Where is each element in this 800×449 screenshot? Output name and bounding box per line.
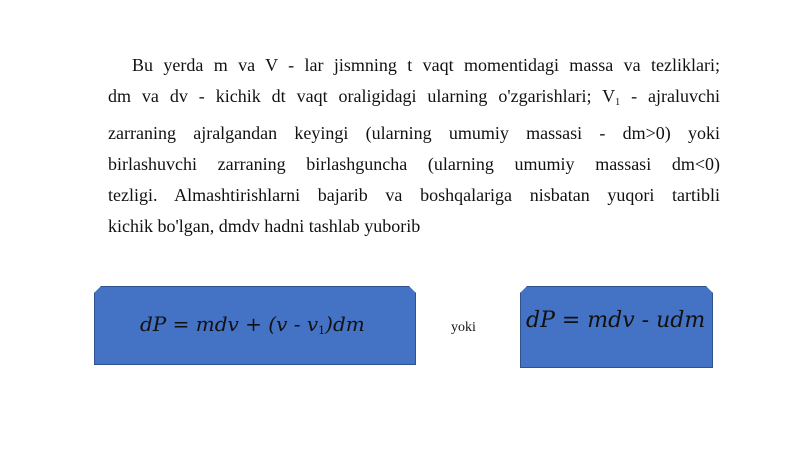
subscript-1: 1 <box>615 97 621 108</box>
formula-momentum-change: dP = mdv + $(v - v_1)dm$ <box>140 312 365 337</box>
formula-momentum-simplified: dP = mdv - udm <box>526 308 706 333</box>
body-paragraph <box>108 50 720 242</box>
paragraph-line-1: Bu yerda m va V - lar jismning t vaqt momentidagi massa va tezliklari; <box>132 55 720 75</box>
paragraph-line-2: dm va dv - kichik dt vaqt oraligidagi ularning o'zgarishlari; $V_1$ - ajraluvchi <box>108 86 721 108</box>
paragraph-line-6: kichik bo'lgan, dmdv hadni tashlab yuborib <box>108 216 421 236</box>
paragraph-line-5: tezligi. Almashtirishlarni bajarib va boshqalariga nisbatan yuqori tartibli <box>108 185 720 205</box>
paragraph-line-3: zarraning ajralgandan keyingi (ularning umumiy massasi - dm>0) yoki <box>108 123 720 143</box>
paragraph-line-4: birlashuvchi zarraning birlashguncha (ularning umumiy massasi dm<0) <box>108 154 720 174</box>
connector-yoki: yoki <box>451 320 476 335</box>
